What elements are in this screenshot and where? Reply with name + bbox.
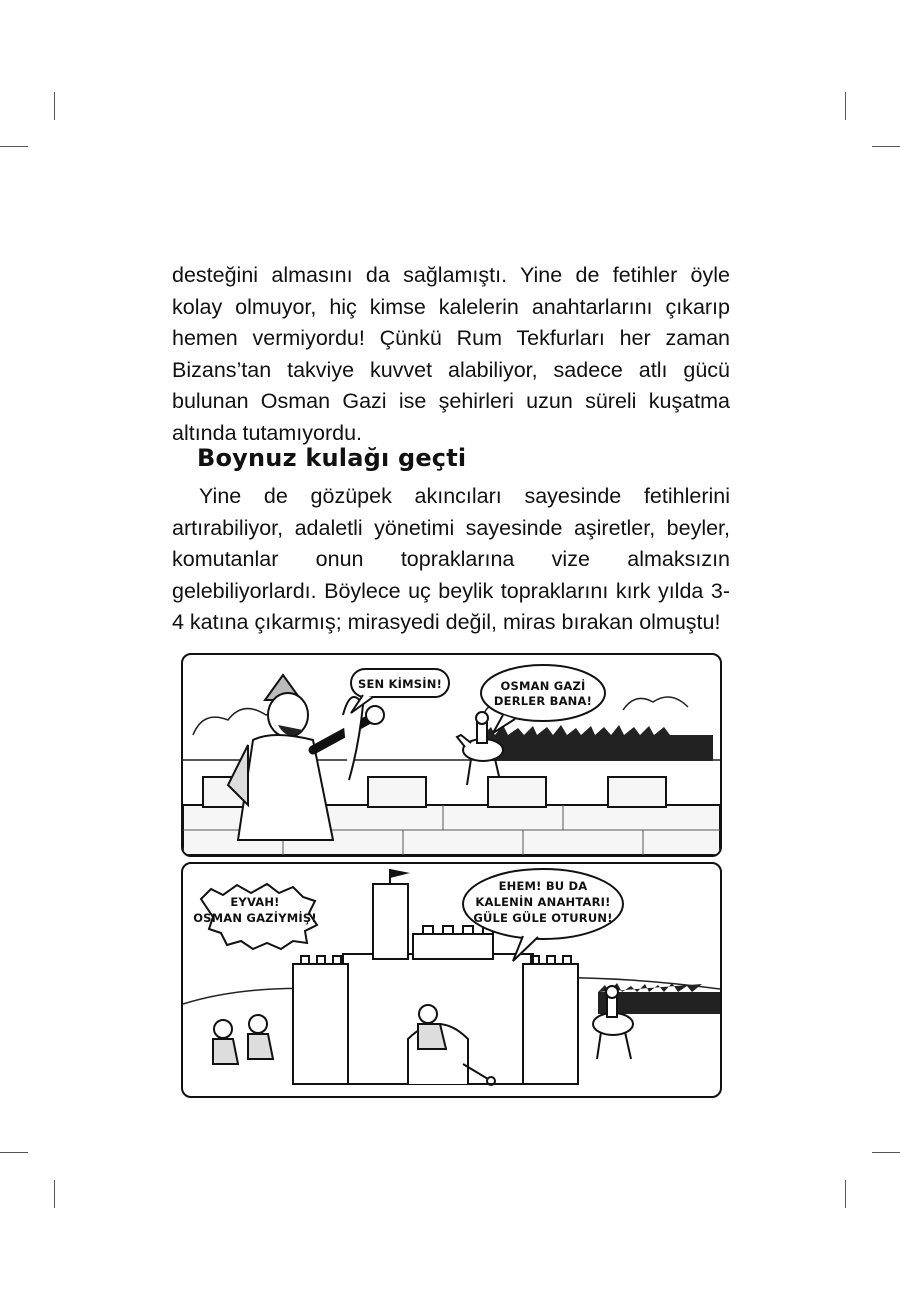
speech-bubble-left [351, 669, 449, 713]
crop-mark-top-left-h [0, 146, 28, 147]
body-paragraph-2: Yine de gözüpek akıncıları sayesinde fetihlerini artırabiliyor, adaletli yönetimi sayesinde aşiretler, beyler, komutanlar onun topraklarına vize almaksızın gelebiliyorlardı. Böylece uç beylik topraklarını kırk yılda 3-4 katına çıkarmış; mirasyedi değil, miras bırakan olmuştu! [172, 484, 730, 634]
bubble-text-osman-gaziymis: OSMAN GAZİYMİŞ! [193, 911, 317, 925]
speech-bubble-left [193, 884, 317, 949]
army-crowd [483, 725, 713, 761]
bubble-text-derler-bana: DERLER BANA! [493, 694, 593, 708]
crop-mark-bottom-left-h [0, 1152, 28, 1153]
fleeing-soldiers [213, 1015, 273, 1064]
comic-panel-1 [181, 653, 722, 857]
crop-mark-top-right-h [872, 146, 900, 147]
comic-panel-2 [181, 862, 722, 1098]
bubble-text-kalenin-anahtari: KALENİN ANAHTARI! [475, 895, 611, 909]
bubble-text-sen-kimsin: SEN KİMSİN! [357, 677, 443, 691]
section-heading: Boynuz kulağı geçti [197, 444, 467, 472]
crop-mark-top-right [845, 92, 846, 120]
bubble-text-eyvah: EYVAH! [230, 895, 280, 909]
crop-mark-bottom-right [845, 1180, 846, 1208]
comic-panel-1-illustration [183, 655, 720, 855]
comic-panel-2-illustration [183, 864, 720, 1096]
body-paragraph-1: desteğini almasını da sağlamıştı. Yine de fetihler öyle kolay olmuyor, hiç kimse kalelerin anahtarlarını çıkarıp hemen vermiyordu! Çünkü Rum Tekfurları her zaman Bizans’tan takviye kuvvet alabiliyor, sadece atlı gücü bulunan Osman Gazi ise şehirleri uzun süreli kuşatma altında tutamıyordu. [172, 263, 730, 445]
horseman-osman-gazi [457, 712, 503, 785]
crop-mark-top-left [54, 92, 55, 120]
crop-mark-bottom-left [54, 1180, 55, 1208]
bubble-text-ehem: EHEM! BU DA [498, 879, 588, 893]
speech-bubble-right [481, 665, 605, 733]
crop-mark-bottom-right-h [872, 1152, 900, 1153]
bubble-text-osman-gazi: OSMAN GAZİ [500, 679, 586, 693]
bubble-text-gule-gule: GÜLE GÜLE OTURUN! [473, 911, 613, 925]
